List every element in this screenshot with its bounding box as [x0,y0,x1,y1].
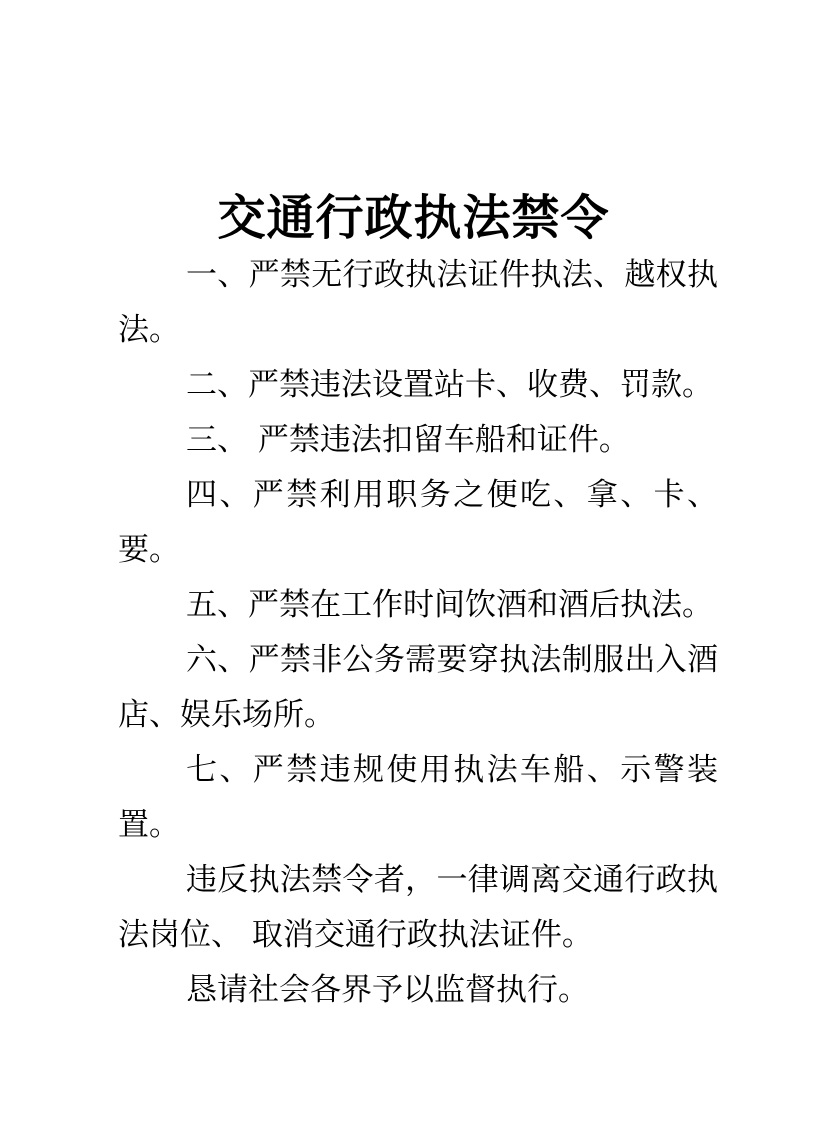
paragraph-penalty: 违反执法禁令者，一律调离交通行政执法岗位、 取消交通行政执法证件。 [118,862,718,953]
paragraph-2: 二、严禁违法设置站卡、收费、罚款。 [186,367,713,403]
paragraph-3: 三、 严禁违法扣留车船和证件。 [186,422,630,458]
paragraph-7: 七、严禁违规使用执法车船、示警装置。 [118,752,718,843]
document-body [118,248,718,1018]
paragraph-5: 五、严禁在工作时间饮酒和酒后执法。 [186,587,713,623]
paragraph-4: 四、严禁利用职务之便吃、拿、卡、要。 [118,477,718,568]
paragraph-6: 六、严禁非公务需要穿执法制服出入酒店、娱乐场所。 [118,642,718,733]
paragraph-1: 一、严禁无行政执法证件执法、越权执法。 [118,257,718,348]
paragraph-closing: 恳请社会各界予以监督执行。 [186,972,589,1008]
document-title: 交通行政执法禁令 [217,190,610,247]
